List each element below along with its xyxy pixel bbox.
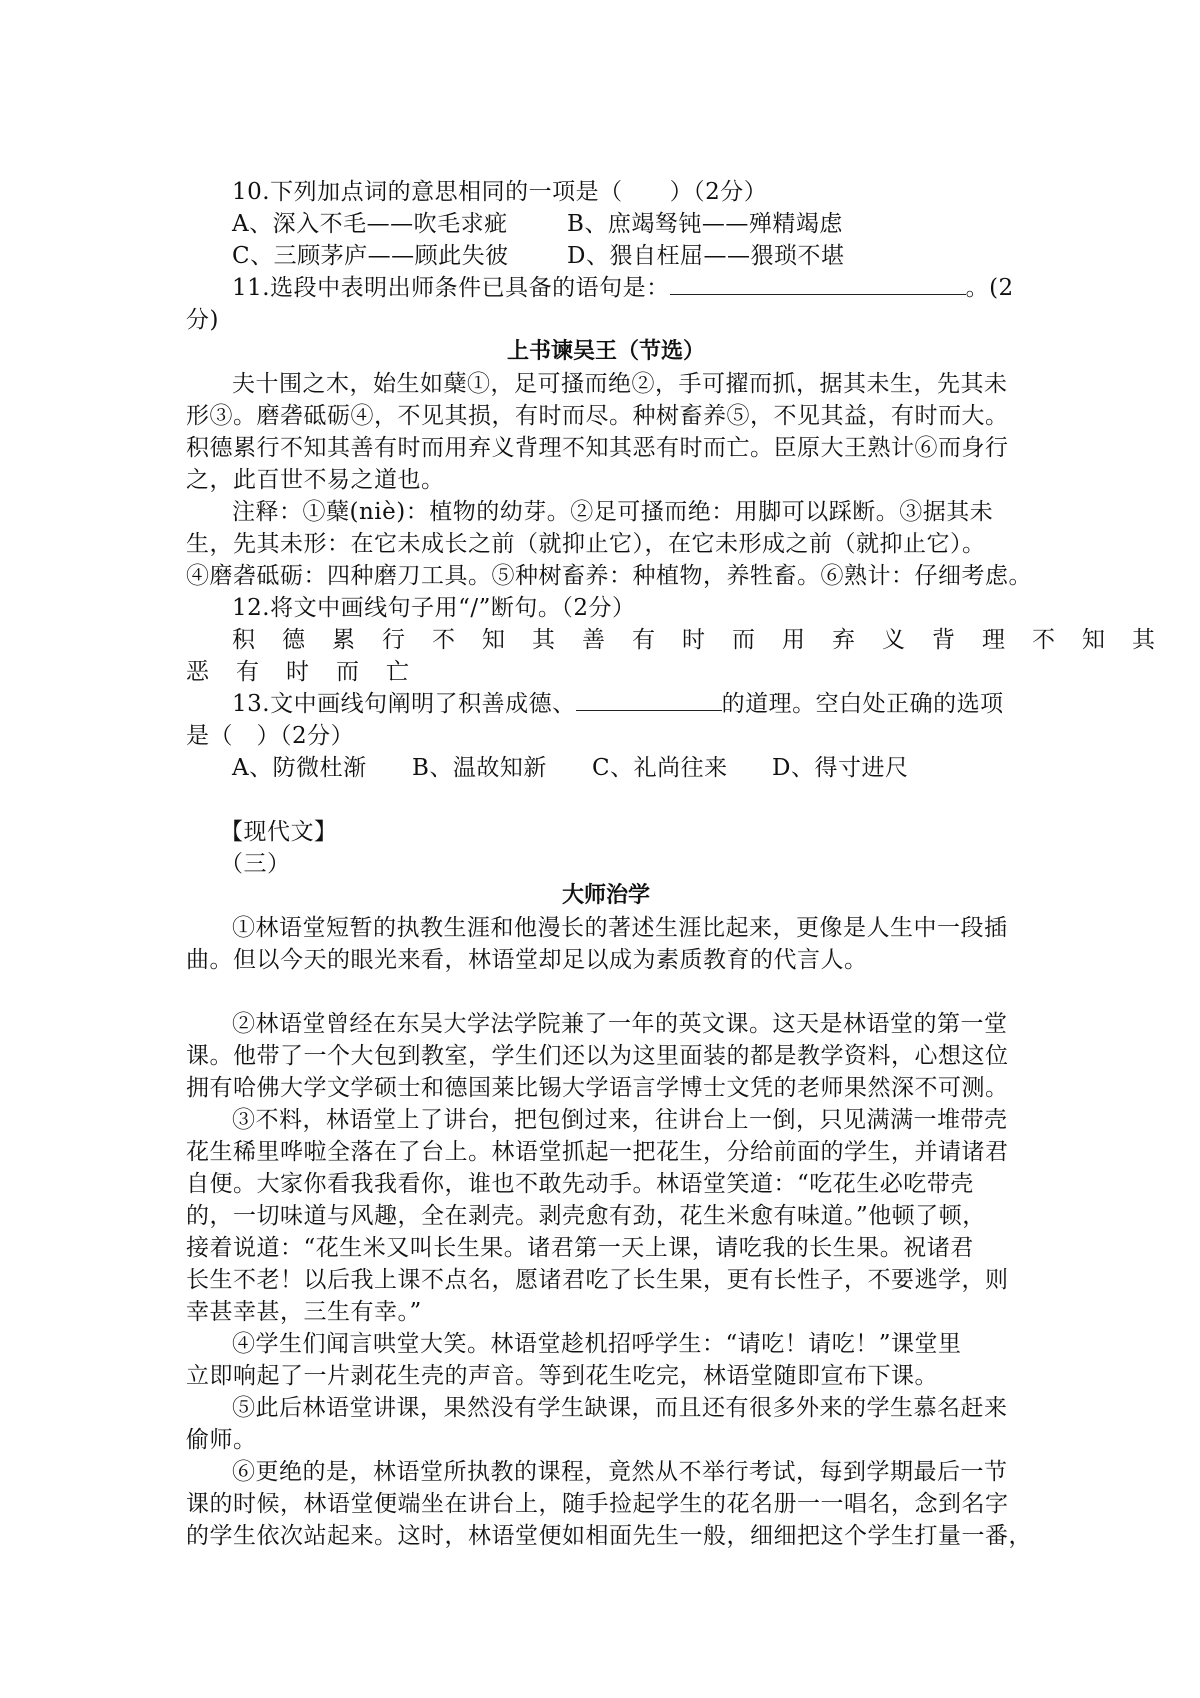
options-row bbox=[186, 208, 1026, 240]
text-line: 课的时候，林语堂便端坐在讲台上，随手捡起学生的花名册一一唱名，念到名字 bbox=[186, 1491, 1009, 1517]
option-b: B、庶竭驽钝——殚精竭虑 bbox=[567, 211, 843, 237]
stem-text: 的道理。空白处正确的选项 bbox=[721, 691, 1004, 717]
text-line: 曲。但以今天的眼光来看，林语堂却足以成为素质教育的代言人。 bbox=[186, 947, 868, 973]
question-stem: 12.将文中画线句子用“/”断句。（2分） bbox=[232, 595, 636, 621]
text-line: 拥有哈佛大学文学硕士和德国莱比锡大学语言学博士文凭的老师果然深不可测。 bbox=[186, 1075, 1009, 1101]
question-stem-cont: 是（ ）（2分） bbox=[186, 723, 355, 749]
question-12 bbox=[186, 592, 1182, 688]
score-text-cont: 分) bbox=[186, 307, 219, 333]
text-line: 自便。大家你看我我看你，谁也不敢先动手。林语堂笑道：“吃花生必吃带壳 bbox=[186, 1171, 974, 1197]
text-line: 花生稀里哗啦全落在了台上。林语堂抓起一把花生，分给前面的学生，并请诸君 bbox=[186, 1139, 1009, 1165]
passage-body bbox=[186, 368, 1032, 592]
annotation-line: 注释：①蘖(niè)：植物的幼芽。②足可搔而绝：用脚可以踩断。③据其未 bbox=[232, 499, 994, 525]
answer-blank bbox=[670, 272, 966, 295]
passage-paragraph-6 bbox=[186, 1456, 1032, 1552]
options-row bbox=[186, 240, 1026, 272]
passage-title: 上书谏吴王（节选） bbox=[506, 339, 705, 364]
option-b: B、温故知新 bbox=[412, 755, 547, 781]
text-line: ③不料，林语堂上了讲台，把包倒过来，往讲台上一倒，只见满满一堆带壳 bbox=[232, 1107, 1008, 1133]
text-line: 立即响起了一片剥花生壳的声音。等到花生吃完，林语堂随即宣布下课。 bbox=[186, 1363, 938, 1389]
score-text: 。(2 bbox=[965, 275, 1014, 301]
annotation-line: 生，先其未形：在它未成长之前（就抑止它），在它未形成之前（就抑止它）。 bbox=[186, 531, 986, 557]
text-line: 接着说道：“花生米又叫长生果。诸君第一天上课，请吃我的长生果。祝诸君 bbox=[186, 1235, 974, 1261]
text-line: ②林语堂曾经在东吴大学法学院兼了一年的英文课。这天是林语堂的第一堂 bbox=[232, 1011, 1008, 1037]
text-line: 偷师。 bbox=[186, 1427, 257, 1453]
option-d: D、得寸进尺 bbox=[772, 755, 909, 781]
question-10 bbox=[186, 176, 1026, 272]
answer-blank bbox=[576, 688, 722, 711]
question-13 bbox=[186, 688, 1026, 784]
sentence-to-split: 积德累行不知其善有时而用弃义背理不知其 bbox=[232, 627, 1182, 653]
text-line: 夫十围之木，始生如蘖①，足可搔而绝②，手可擢而抓，据其未生，先其未 bbox=[232, 371, 1008, 397]
passage-paragraph-1 bbox=[186, 912, 1026, 976]
section-part: （三） bbox=[220, 851, 291, 877]
options-row bbox=[186, 752, 1026, 784]
sentence-to-split: 恶有时而亡 bbox=[186, 659, 436, 685]
annotation-line: ④磨砻砥砺：四种磨刀工具。⑤种树畜养：种植物，养牲畜。⑥熟计：仔细考虑。 bbox=[186, 563, 1032, 589]
option-c: C、三顾茅庐——顾此失彼 bbox=[232, 243, 509, 269]
text-line: 长生不老！以后我上课不点名，愿诸君吃了长生果，更有长性子，不要逃学，则 bbox=[186, 1267, 1009, 1293]
text-line: ⑤此后林语堂讲课，果然没有学生缺课，而且还有很多外来的学生慕名赶来 bbox=[232, 1395, 1008, 1421]
text-line: ①林语堂短暂的执教生涯和他漫长的著述生涯比起来，更像是人生中一段插 bbox=[232, 915, 1008, 941]
passage-paragraph-5 bbox=[186, 1392, 1026, 1456]
passage-paragraph-2 bbox=[186, 1008, 1026, 1104]
question-stem bbox=[186, 688, 1026, 720]
section-label: 【现代文】 bbox=[220, 819, 338, 845]
text-line: ⑥更绝的是，林语堂所执教的课程，竟然从不举行考试，每到学期最后一节 bbox=[232, 1459, 1008, 1485]
text-line: 课。他带了一个大包到教室，学生们还以为这里面装的都是教学资料，心想这位 bbox=[186, 1043, 1009, 1069]
text-line: 的学生依次站起来。这时，林语堂便如相面先生一般，细细把这个学生打量一番， bbox=[186, 1523, 1032, 1549]
passage-title: 大师治学 bbox=[561, 883, 650, 908]
option-a: A、防微杜渐 bbox=[232, 755, 367, 781]
text-line: ④学生们闻言哄堂大笑。林语堂趁机招呼学生：“请吃！请吃！”课堂里 bbox=[232, 1331, 962, 1357]
stem-text: 13.文中画线句阐明了积善成德、 bbox=[232, 691, 576, 717]
option-a: A、深入不毛——吹毛求疵 bbox=[232, 211, 508, 237]
text-line: 幸甚幸甚，三生有幸。” bbox=[186, 1299, 422, 1325]
text-line: 之，此百世不易之道也。 bbox=[186, 467, 445, 493]
option-c: C、礼尚往来 bbox=[592, 755, 728, 781]
passage-paragraph-3 bbox=[186, 1104, 1026, 1328]
text-line: 形③。磨砻砥砺④，不见其损，有时而尽。种树畜养⑤，不见其益，有时而大。 bbox=[186, 403, 1009, 429]
section-header bbox=[186, 816, 1026, 880]
question-stem: 10.下列加点词的意思相同的一项是（ ）（2分） bbox=[232, 179, 768, 205]
question-stem bbox=[186, 272, 1026, 304]
text-line: 的，一切味道与风趣，全在剥壳。剥壳愈有劲，花生米愈有味道。”他顿了顿， bbox=[186, 1203, 986, 1229]
text-line: 积德累行不知其善有时而用弃义背理不知其恶有时而亡。臣原大王熟计⑥而身行 bbox=[186, 435, 1009, 461]
passage-paragraph-4 bbox=[186, 1328, 1026, 1392]
option-d: D、猥自枉屈——猥琐不堪 bbox=[567, 243, 845, 269]
question-11 bbox=[186, 272, 1026, 336]
stem-text: 11.选段中表明出师条件已具备的语句是： bbox=[232, 275, 670, 301]
